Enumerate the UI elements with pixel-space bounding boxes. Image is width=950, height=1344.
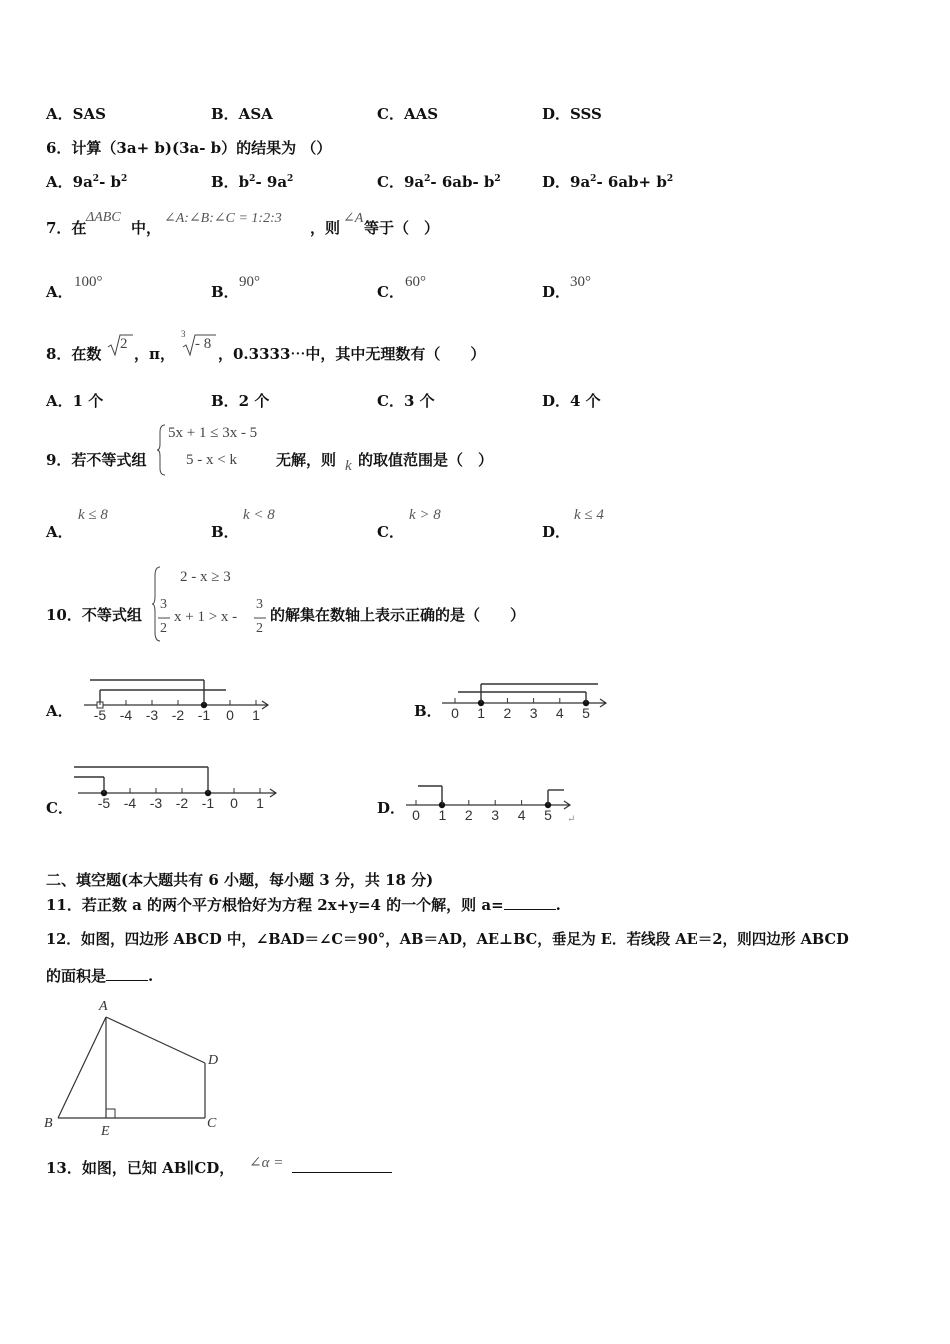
q6-option-a: A．$9a^2-$ $b^2$ bbox=[46, 173, 128, 191]
vertex-b-label: B bbox=[44, 1116, 53, 1131]
q9-var: k bbox=[345, 458, 352, 474]
q10-pre: 10．不等式组 bbox=[46, 606, 142, 624]
q9-option-b-value: k < 8 bbox=[243, 507, 275, 523]
number-line-b-tick-label: 2 bbox=[503, 705, 512, 721]
q7-option-a-value: 100° bbox=[74, 274, 103, 290]
q6-option-d: D．$9a^2-$ $6ab+ b^2$ bbox=[542, 173, 674, 191]
vertex-c-label: C bbox=[207, 1116, 217, 1131]
number-line-a-tick-label: -1 bbox=[197, 707, 211, 723]
number-line-b-tick-label: 5 bbox=[582, 705, 590, 721]
fraction-bar bbox=[158, 617, 172, 619]
number-line-c bbox=[74, 764, 284, 816]
q9-option-d: D． bbox=[542, 523, 571, 541]
number-line-a bbox=[80, 676, 280, 726]
q10-option-a: A． bbox=[46, 702, 73, 720]
q10-post: 的解集在数轴上表示正确的是（ ） bbox=[270, 606, 526, 624]
q7-post: 等于（ ） bbox=[364, 219, 440, 237]
q9-option-c-value: k > 8 bbox=[409, 507, 441, 523]
number-line-c-tick-label: -2 bbox=[175, 795, 189, 811]
fraction-bar bbox=[254, 617, 268, 619]
q9-option-a-value: k ≤ 8 bbox=[78, 507, 108, 523]
q7-then: ，则 bbox=[310, 219, 341, 237]
q10-option-c: C． bbox=[46, 799, 73, 817]
q8-sep: ，π， bbox=[134, 345, 175, 363]
q7-option-a: A． bbox=[46, 283, 73, 301]
q8-option-d: D．4 个 bbox=[542, 392, 601, 410]
q7-option-d-value: 30° bbox=[570, 274, 591, 290]
number-line-d-tick-label: 3 bbox=[491, 807, 500, 823]
number-line-d-tick-label: 1 bbox=[438, 807, 447, 823]
q8-option-b: B．2 个 bbox=[211, 392, 270, 410]
number-line-d-tick-label: 4 bbox=[517, 807, 526, 823]
q8-pre: 8．在数 bbox=[46, 345, 102, 363]
q7-ratio: ∠A:∠B:∠C = 1:2:3 bbox=[164, 211, 282, 226]
q7-triangle: ΔABC bbox=[86, 210, 121, 225]
vertex-e-label: E bbox=[101, 1124, 110, 1139]
q12-line1: 12．如图，四边形 ABCD 中，∠BAD＝∠C＝90°，AB＝AD，AE⊥BC，垂足为 E．若线段 AE＝2，则四边形 ABCD bbox=[46, 931, 849, 948]
q7-mid: 中， bbox=[131, 219, 162, 237]
number-line-b bbox=[440, 676, 620, 726]
q5-option-b: B．ASA bbox=[211, 105, 273, 123]
q10-frac1-den: 2 bbox=[160, 621, 167, 636]
q9-option-c: C． bbox=[377, 523, 404, 541]
q7-option-c-value: 60° bbox=[405, 274, 426, 290]
q6-option-b: B．$b^2-$ $9a^2$ bbox=[211, 173, 294, 191]
q7-option-d: D． bbox=[542, 283, 571, 301]
number-line-c-tick-label: -1 bbox=[201, 795, 215, 811]
q7-pre: 7．在 bbox=[46, 219, 87, 237]
q10-frac2-den: 2 bbox=[256, 621, 263, 636]
q10-system-line2: x + 1 > x - bbox=[174, 609, 238, 625]
q9-mid: 无解，则 bbox=[276, 451, 337, 469]
q9-option-d-value: k ≤ 4 bbox=[574, 507, 604, 523]
number-line-a-tick-label: -2 bbox=[171, 707, 185, 723]
number-line-b-tick-label: 4 bbox=[555, 705, 564, 721]
q12-line2: 的面积是 . bbox=[46, 967, 154, 985]
q10-option-d: D． bbox=[377, 799, 406, 817]
vertex-d-label: D bbox=[208, 1053, 219, 1068]
q8-option-a: A．1 个 bbox=[46, 392, 104, 410]
q10-option-b: B． bbox=[414, 702, 442, 720]
left-brace-icon bbox=[156, 424, 166, 476]
q7-angle: ∠A bbox=[343, 211, 364, 226]
q9-option-b: B． bbox=[211, 523, 239, 541]
q5-option-d: D．SSS bbox=[542, 105, 602, 123]
q13-text: 13．如图，已知 AB∥CD， bbox=[46, 1159, 235, 1177]
q9-system-line2: 5 - x < k bbox=[186, 452, 237, 468]
q7-option-b: B． bbox=[211, 283, 239, 301]
number-line-d bbox=[404, 778, 584, 828]
q8-option-c: C．3 个 bbox=[377, 392, 435, 410]
number-line-b-tick-label: 1 bbox=[477, 705, 486, 721]
vertex-a-label: A bbox=[99, 999, 108, 1014]
q5-option-c: C．AAS bbox=[377, 105, 439, 123]
number-line-a-tick-label: -5 bbox=[93, 707, 107, 723]
q8-cube-radicand: - 8 bbox=[195, 336, 212, 352]
q9-system-line1: 5x + 1 ≤ 3x - 5 bbox=[168, 425, 258, 441]
number-line-b-tick-label: 3 bbox=[529, 705, 538, 721]
number-line-d-tick-label: 2 bbox=[464, 807, 473, 823]
number-line-c-tick-label: -3 bbox=[149, 795, 163, 811]
number-line-a-tick-label: -4 bbox=[119, 707, 133, 723]
q8-post: ，0.3333⋯中，其中无理数有（ ） bbox=[218, 345, 486, 363]
return-mark-icon: ↵ bbox=[567, 814, 576, 825]
q9-post: 的取值范围是（ ） bbox=[358, 451, 494, 469]
q8-cube-index: 3 bbox=[181, 329, 186, 339]
number-line-d-tick-label: 5 bbox=[544, 807, 552, 823]
q7-option-c: C． bbox=[377, 283, 404, 301]
number-line-c-tick-label: 1 bbox=[256, 795, 264, 811]
q9-pre: 9．若不等式组 bbox=[46, 451, 147, 469]
q9-option-a: A． bbox=[46, 523, 73, 541]
number-line-d-tick-label: 0 bbox=[412, 807, 420, 823]
section-heading: 二、填空题(本大题共有 6 小题，每小题 3 分，共 18 分) bbox=[46, 871, 434, 889]
q7-option-b-value: 90° bbox=[239, 274, 260, 290]
q8-sqrt-radicand: 2 bbox=[120, 336, 128, 352]
number-line-c-tick-label: -4 bbox=[123, 795, 137, 811]
q5-option-a: A．SAS bbox=[46, 105, 106, 123]
number-line-c-tick-label: -5 bbox=[97, 795, 111, 811]
q10-frac1-num: 3 bbox=[160, 597, 167, 612]
q10-frac2-num: 3 bbox=[256, 597, 263, 612]
q10-system-line1: 2 - x ≥ 3 bbox=[180, 569, 231, 585]
q13-answer-blank bbox=[292, 1172, 392, 1173]
number-line-a-tick-label: -3 bbox=[145, 707, 159, 723]
number-line-c-tick-label: 0 bbox=[230, 795, 238, 811]
quadrilateral-figure bbox=[40, 995, 240, 1140]
number-line-b-tick-label: 0 bbox=[451, 705, 459, 721]
number-line-a-tick-label: 1 bbox=[252, 707, 260, 723]
q13-angle: ∠α = bbox=[249, 1155, 284, 1171]
q6-stem: 6．计算（3a+ b)(3a- b）的结果为 （） bbox=[46, 139, 332, 157]
q6-option-c: C．$9a^2-$ 6ab- $b^2$ bbox=[377, 173, 501, 191]
q11-text: 11．若正数 a 的两个平方根恰好为方程 2x+y=4 的一个解，则 a= . bbox=[46, 896, 561, 914]
number-line-a-tick-label: 0 bbox=[226, 707, 234, 723]
